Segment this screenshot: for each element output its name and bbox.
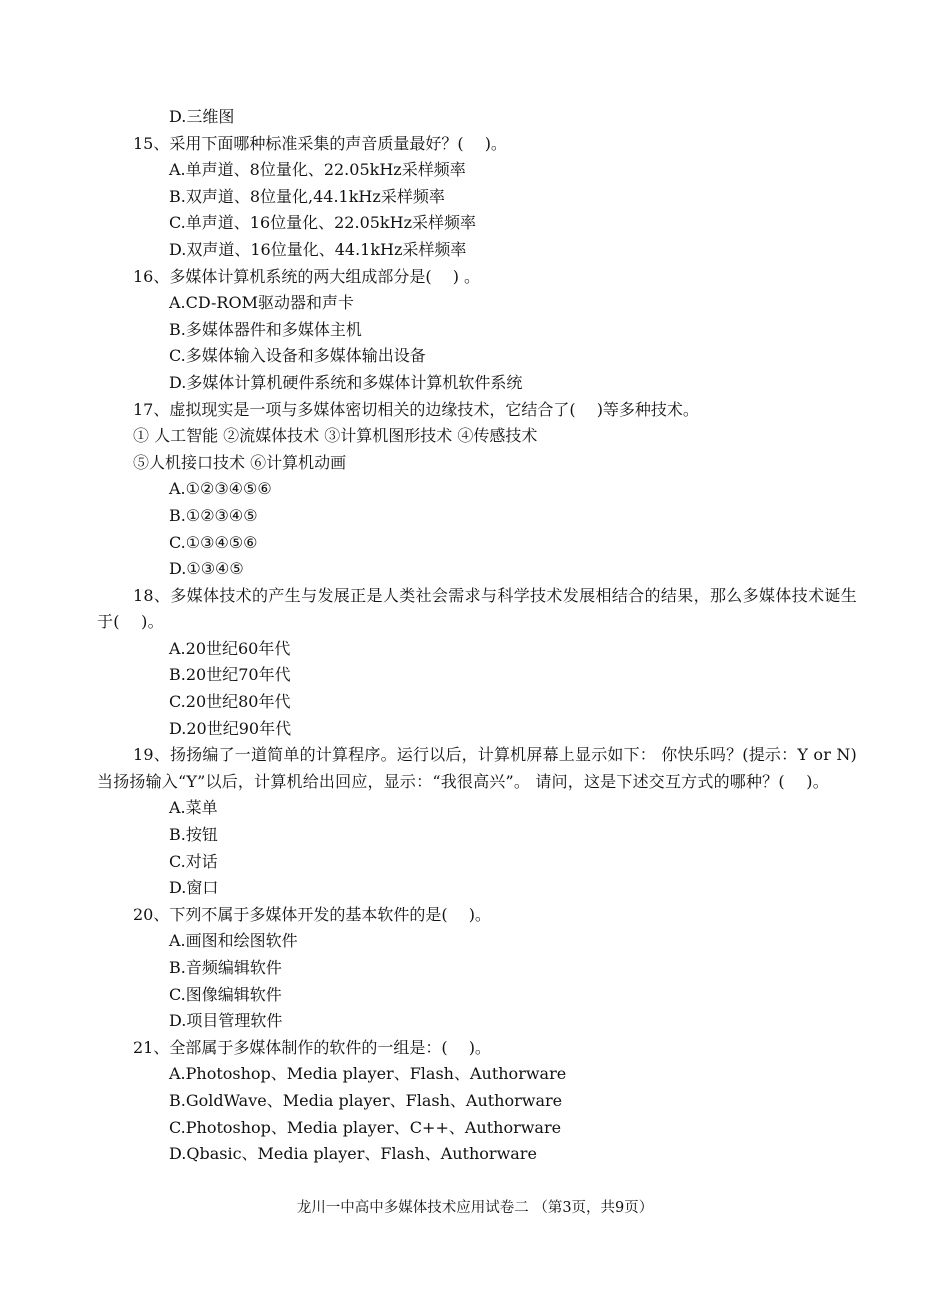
q16-option-a: A.CD-ROM驱动器和声卡 (169, 293, 354, 313)
q15-option-b: B.双声道、8位量化,44.1kHz采样频率 (169, 186, 445, 206)
q15-stem: 15、采用下面哪种标准采集的声音质量最好？( )。 (133, 133, 507, 153)
q19-option-a: A.菜单 (169, 798, 218, 818)
q16-option-c: C.多媒体输入设备和多媒体输出设备 (169, 346, 426, 366)
q19-option-b: B.按钮 (169, 825, 218, 845)
q19-option-d: D.窗口 (169, 878, 219, 898)
q21-option-d: D.Qbasic、Media player、Flash、Authorware (169, 1144, 537, 1164)
q17-items-line2: ⑤人机接口技术 ⑥计算机动画 (133, 452, 347, 472)
q20-option-a: A.画图和绘图软件 (169, 931, 298, 951)
q21-option-a: A.Photoshop、Media player、Flash、Authorware (169, 1064, 567, 1084)
q16-option-b: B.多媒体器件和多媒体主机 (169, 319, 362, 339)
q17-items-line1: ① 人工智能 ②流媒体技术 ③计算机图形技术 ④传感技术 (133, 426, 538, 446)
q20-option-c: C.图像编辑软件 (169, 984, 282, 1004)
q21-option-b: B.GoldWave、Media player、Flash、Authorware (169, 1090, 563, 1110)
q15-option-d: D.双声道、16位量化、44.1kHz采样频率 (169, 239, 467, 259)
q15-option-c: C.单声道、16位量化、22.05kHz采样频率 (169, 213, 477, 233)
q16-stem: 16、多媒体计算机系统的两大组成部分是( ) 。 (133, 266, 481, 286)
q18-option-a: A.20世纪60年代 (169, 638, 291, 658)
q21-option-c: C.Photoshop、Media player、C++、Authorware (169, 1117, 562, 1137)
q19-stem: 19、扬扬编了一道简单的计算程序。运行以后，计算机屏幕上显示如下： 你快乐吗？(提示：Y or N) 当扬扬输入“Y”以后，计算机给出回应，显示：“我很高兴”。 请问，这是下述交互方式的哪种？( )。 (97, 745, 857, 791)
q19-option-c: C.对话 (169, 851, 218, 871)
q17-option-d: D.①③④⑤ (169, 559, 244, 579)
q18-stem: 18、多媒体技术的产生与发展正是人类社会需求与科学技术发展相结合的结果，那么多媒体技术诞生于( )。 (97, 585, 857, 632)
q20-option-b: B.音频编辑软件 (169, 958, 282, 977)
q16-option-d: D.多媒体计算机硬件系统和多媒体计算机软件系统 (169, 372, 523, 392)
q18-option-c: C.20世纪80年代 (169, 692, 291, 712)
q14-option-d: D.三维图 (169, 107, 235, 126)
q21-stem: 21、全部属于多媒体制作的软件的一组是：( )。 (133, 1037, 491, 1057)
page-footer: 龙川一中高中多媒体技术应用试卷二 （第3页，共9页） (296, 1200, 654, 1216)
q17-option-b: B.①②③④⑤ (169, 505, 258, 525)
q17-option-c: C.①③④⑤⑥ (169, 532, 258, 552)
q18-option-d: D.20世纪90年代 (169, 718, 292, 738)
q20-option-d: D.项目管理软件 (169, 1011, 283, 1031)
q15-option-a: A.单声道、8位量化、22.05kHz采样频率 (169, 160, 466, 180)
q20-stem: 20、下列不属于多媒体开发的基本软件的是( )。 (133, 904, 491, 924)
q17-option-a: A.①②③④⑤⑥ (169, 479, 272, 499)
question-list (97, 104, 857, 1168)
q18-option-b: B.20世纪70年代 (169, 665, 291, 685)
q17-stem: 17、虚拟现实是一项与多媒体密切相关的边缘技术，它结合了( )等多种技术。 (133, 399, 699, 419)
